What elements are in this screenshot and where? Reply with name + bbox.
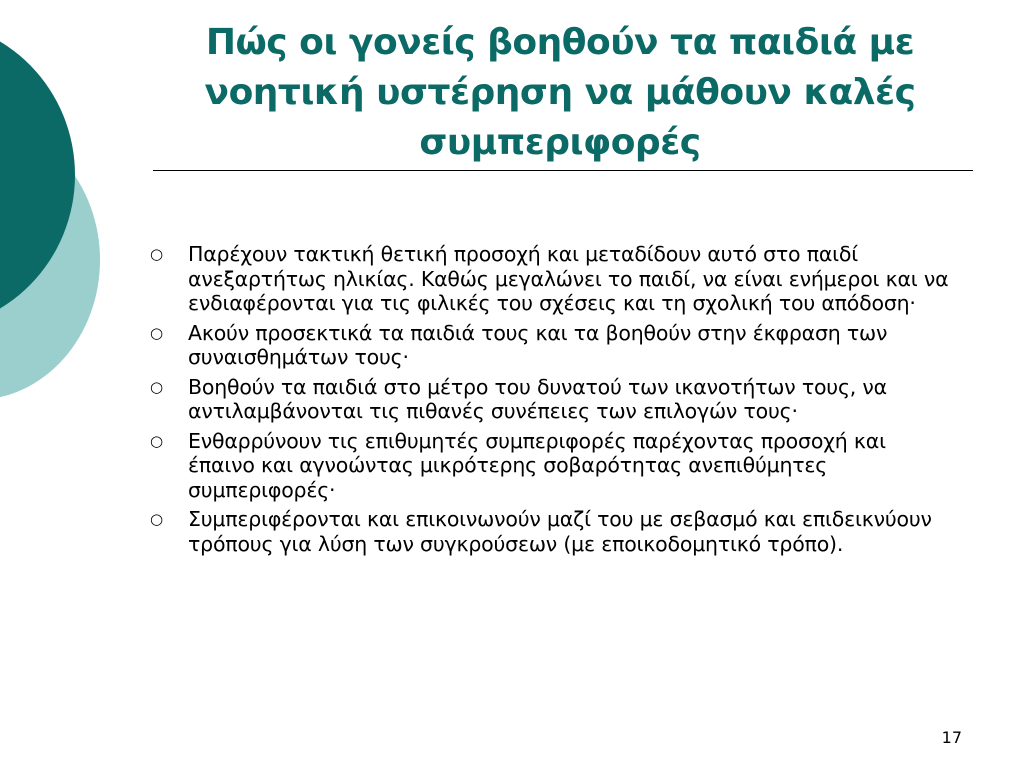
slide-title: Πώς οι γονείς βοηθούν τα παιδιά με νοητική υστέρηση να μάθουν καλές συμπεριφορές xyxy=(204,22,916,163)
bullet-text: Βοηθούν τα παιδιά στο μέτρο του δυνατού των ικανοτήτων τους, να αντιλαμβάνονται τις πιθανές συνέπειες των επιλογών τους· xyxy=(188,374,887,423)
bullet-list xyxy=(148,242,954,561)
bullet-text: Ακούν προσεκτικά τα παιδιά τους και τα βοηθούν στην έκφραση των συναισθημάτων τους· xyxy=(188,320,888,369)
bullet-item xyxy=(148,242,954,316)
bullet-item xyxy=(148,375,954,424)
title-divider xyxy=(153,170,973,171)
bullet-text: Παρέχουν τακτική θετική προσοχή και μεταδίδουν αυτό στο παιδί ανεξαρτήτως ηλικίας. Καθώς μεγαλώνει το παιδί, να είναι ενήμεροι και να ενδιαφέρονται για τις φιλικές του σχέσεις και τη σχολική του απόδοση· xyxy=(188,242,949,315)
page-number: 17 xyxy=(941,728,962,747)
bullet-circle-icon: ○ xyxy=(150,323,163,342)
bullet-item xyxy=(148,429,954,503)
bullet-item xyxy=(148,507,954,556)
bullet-circle-icon: ○ xyxy=(150,510,163,528)
bullet-text: Ενθαρρύνουν τις επιθυμητές συμπεριφορές παρέχοντας προσοχή και έπαινο και αγνοώντας μικρότερης σοβαρότητας ανεπιθύμητες συμπεριφορές· xyxy=(188,428,886,502)
bullet-text: Συμπεριφέρονται και επικοινωνούν μαζί του με σεβασμό και επιδεικνύουν τρόπους για λύση των συγκρούσεων (με εποικοδομητικό τρόπο). xyxy=(188,507,932,556)
bullet-circle-icon: ○ xyxy=(150,377,163,396)
bullet-circle-icon: ○ xyxy=(150,245,163,263)
bullet-circle-icon: ○ xyxy=(150,431,163,450)
bullet-item xyxy=(148,321,954,370)
